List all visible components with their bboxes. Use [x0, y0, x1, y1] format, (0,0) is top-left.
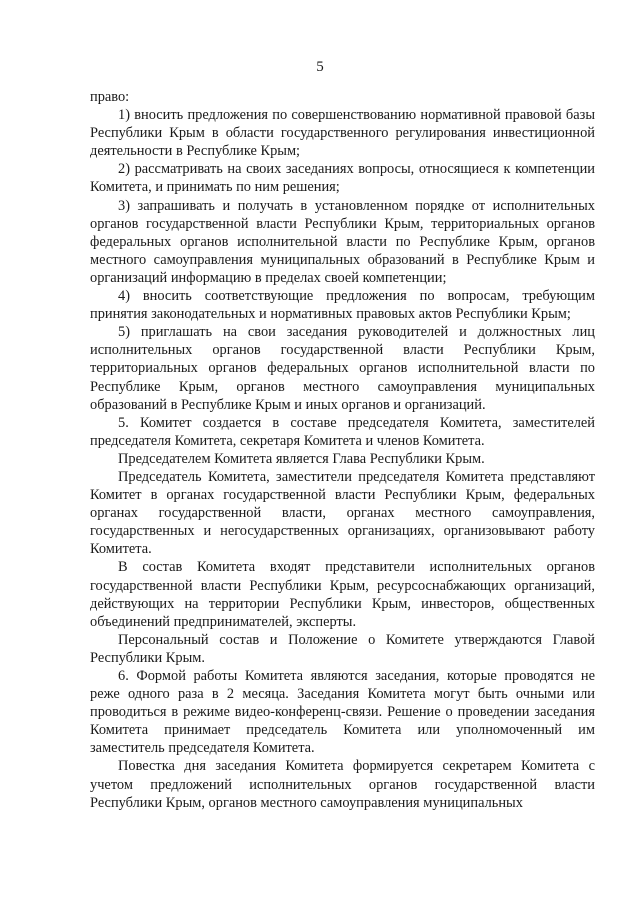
paragraph-section-6: 6. Формой работы Комитета являются заседания, которые проводятся не реже одного раза в 2 месяца. Заседания Комитета могут быть очными или проводиться в режиме видео-конференц-связи. Решение о проведении заседания Комитета принимает председатель Комитета или уполномоченный им заместитель председателя Комитета. — [90, 668, 595, 757]
paragraph-composition: В состав Комитета входят представители исполнительных органов государственной власти Республики Крым, ресурсоснабжающих организаций, действующих на территории Республики Крым, инвесторов, общественных объединений предпринимателей, эксперты. — [90, 559, 595, 630]
paragraph-rights-intro: право: — [90, 89, 130, 105]
paragraph-item-4: 4) вносить соответствующие предложения по вопросам, требующим принятия законодательных и нормативных правовых актов Республики Крым; — [90, 288, 595, 323]
document-body — [90, 88, 595, 812]
paragraph-chairman: Председателем Комитета является Глава Республики Крым. — [118, 450, 485, 467]
paragraph-section-5: 5. Комитет создается в составе председателя Комитета, заместителей председателя Комитета, секретаря Комитета и членов Комитета. — [90, 414, 595, 449]
paragraph-agenda: Повестка дня заседания Комитета формируется секретарем Комитета с учетом предложений исполнительных органов государственной власти Республики Крым, органов местного самоуправления муниципальных — [90, 758, 595, 811]
paragraph-personal-composition: Персональный состав и Положение о Комитете утверждаются Главой Республики Крым. — [90, 631, 595, 666]
paragraph-representation: Председатель Комитета, заместители председателя Комитета представляют Комитет в органах государственной власти Республики Крым, федеральных органах государственной власти, органах местного самоуправления, государственных и негосударственных организациях, организовывают работу Комитета. — [90, 468, 595, 558]
paragraph-item-2: 2) рассматривать на своих заседаниях вопросы, относящиеся к компетенции Комитета, и принимать по ним решения; — [90, 161, 595, 196]
page-number: 5 — [316, 59, 324, 75]
paragraph-item-3: 3) запрашивать и получать в установленном порядке от исполнительных органов государственной власти Республики Крым, территориальных органов федеральных органов исполнительной власти по Республике Крым, органов местного самоуправления муниципальных образований в Республике Крым и организаций информацию в пределах своей компетенции; — [90, 197, 595, 286]
paragraph-item-5: 5) приглашать на свои заседания руководителей и должностных лиц исполнительных органов государственной власти Республики Крым, территориальных органов федеральных органов исполнительной власти по Республике Крым, органов местного самоуправления муниципальных образований в Республике Крым и иных органов и организаций. — [90, 324, 595, 413]
paragraph-item-1: 1) вносить предложения по совершенствованию нормативной правовой базы Республики Крым в области государственного регулирования инвестиционной деятельности в Республике Крым; — [90, 107, 595, 160]
